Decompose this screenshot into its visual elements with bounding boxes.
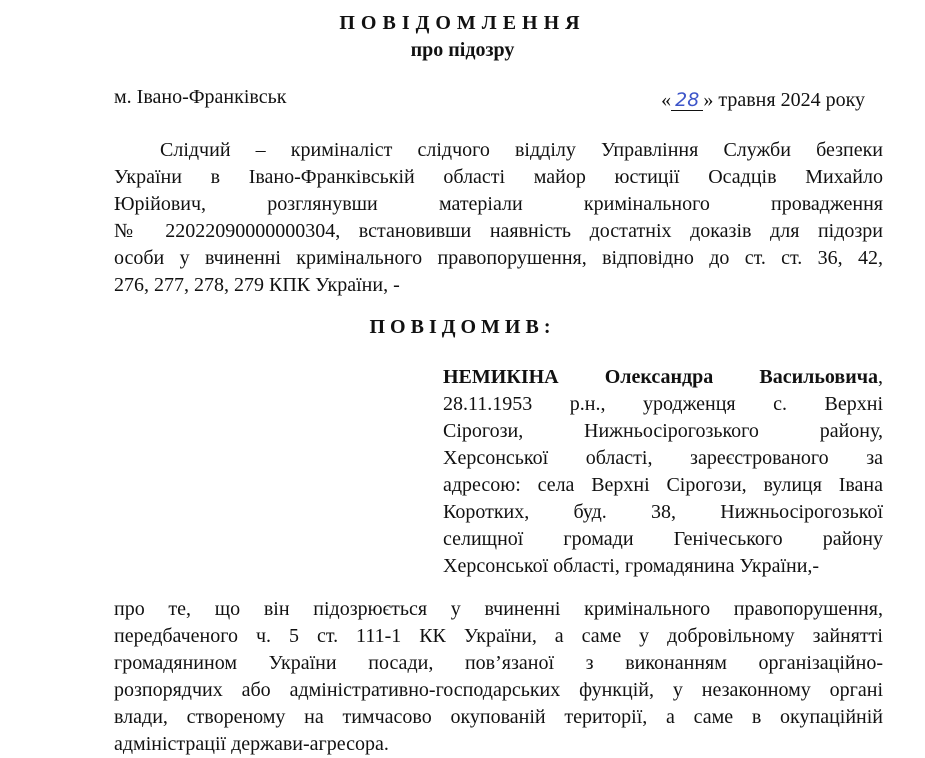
suspicion-line: про те, що він підозрюється у вчиненні кримінального правопорушення, — [114, 598, 883, 620]
document-title: ПОВІДОМЛЕННЯ — [339, 12, 586, 34]
suspicion-paragraph — [114, 596, 883, 758]
date-month-year: » травня 2024 року — [703, 89, 865, 111]
city: м. Івано-Франківськ — [114, 86, 287, 108]
intro-line: Юрійович, розглянувши матеріали кримінального провадження — [114, 193, 883, 215]
suspicion-line: адміністрації держави-агресора. — [114, 733, 389, 755]
date-day-handwritten: 28 — [671, 90, 703, 111]
suspect-line: Херсонської області, зареєстрованого за — [443, 447, 883, 469]
suspect-line: Коротких, буд. 38, Нижньосірогозької — [443, 501, 883, 523]
suspicion-line: передбаченого ч. 5 ст. 111-1 КК України, а саме у добровільному зайнятті — [114, 625, 883, 647]
suspect-line: Сірогози, Нижньосірогозького району, — [443, 420, 883, 442]
intro-line: особи у вчиненні кримінального правопорушення, відповідно до ст. ст. 36, 42, — [114, 247, 883, 269]
intro-line: 276, 277, 278, 279 КПК України, - — [114, 274, 400, 296]
suspicion-line: розпорядчих або адміністративно-господарських функцій, у незаконному органі — [114, 679, 883, 701]
document-subtitle: про підозру — [410, 39, 515, 61]
suspicion-line: влади, створеному на тимчасово окупованій території, а саме в окупаційній — [114, 706, 883, 728]
suspicion-line: громадянином України посади, пов’язаної з виконанням організаційно- — [114, 652, 883, 674]
intro-line: № 22022090000000304, встановивши наявність достатніх доказів для підозри — [114, 220, 883, 242]
suspect-name-line: НЕМИКІНА Олександра Васильовича, — [443, 366, 883, 388]
suspect-name: НЕМИКІНА Олександра Васильовича — [443, 366, 878, 388]
suspect-line: адресою: села Верхні Сірогози, вулиця Івана — [443, 474, 883, 496]
suspect-block — [443, 364, 883, 580]
date-open-quote: « — [661, 89, 672, 111]
suspect-line: Херсонської області, громадянина України,- — [443, 555, 820, 577]
document-date — [661, 87, 865, 114]
suspect-line: селищної громади Генічеського району — [443, 528, 883, 550]
intro-line: України в Івано-Франківській області майор юстиції Осадців Михайло — [114, 166, 883, 188]
intro-line: Слідчий – криміналіст слідчого відділу Управління Служби безпеки — [160, 139, 883, 161]
suspect-line: 28.11.1953 р.н., уродженця с. Верхні — [443, 393, 883, 415]
intro-paragraph — [114, 137, 883, 299]
notified-heading: ПОВІДОМИВ: — [369, 316, 556, 338]
